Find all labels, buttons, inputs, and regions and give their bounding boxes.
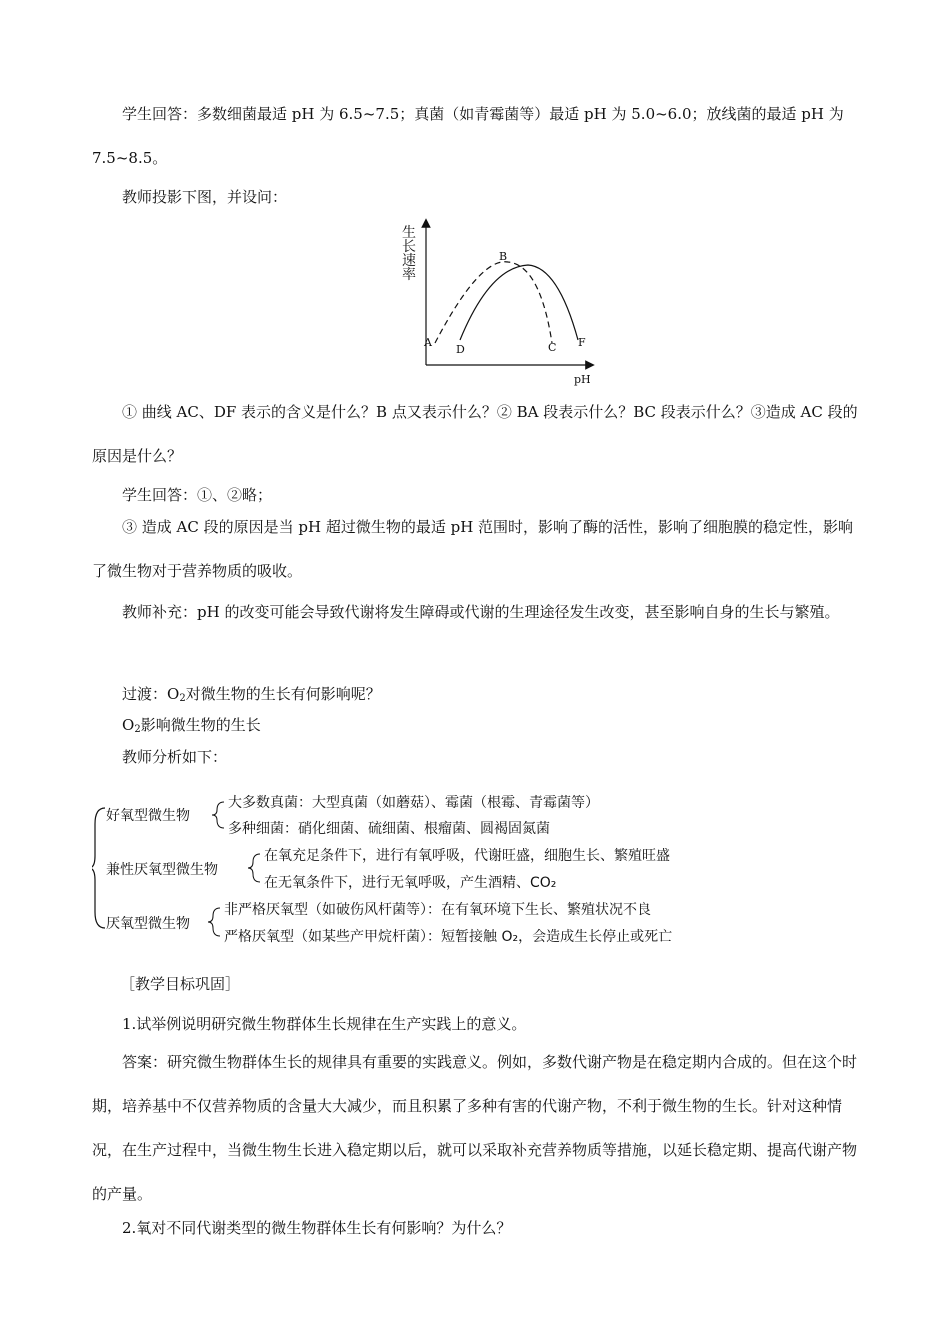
x-axis-label: pH [574,373,591,386]
aerobic-item-2: 多种细菌：硝化细菌、硫细菌、根瘤菌、圆褐固氮菌 [228,821,550,837]
section-heading-o2: $O_2$影响微生物的生长 [122,716,261,735]
brace-facultative [248,854,260,882]
point-b-label: B [499,250,508,263]
paragraph-student-answer-2: 学生回答：①、②略； [122,486,273,504]
y-axis-label: 生 长 速 率 [402,225,416,283]
facultative-item-1: 在氧充足条件下，进行有氧呼吸，代谢旺盛，细胞生长、繁殖旺盛 [264,848,670,864]
paragraph-questions: ① 曲线 AC、DF 表示的含义是什么？B 点又表示什么？② BA 段表示什么？BC 段表示什么？③造成 AC 段的原因是什么？ [92,403,858,465]
group-label-aerobic: 好氧型微生物 [106,808,190,824]
anaerobic-item-2: 严格厌氧型（如某些产甲烷杆菌）：短暂接触 O₂，会造成生长停止或死亡 [224,929,673,945]
paragraph-teacher-analysis: 教师分析如下： [122,748,228,766]
brace-anaerobic [208,908,220,936]
point-a-label: A [424,336,432,349]
paragraph-transition: 过渡：$O_2$对微生物的生长有何影响呢？ [122,685,381,704]
question-2: 2.氧对不同代谢类型的微生物群体生长有何影响？为什么？ [122,1219,512,1237]
anaerobic-item-1: 非严格厌氧型（如破伤风杆菌等）：在有氧环境下生长、繁殖状况不良 [224,902,651,918]
paragraph-ac-reason: ③ 造成 AC 段的原因是当 pH 超过微生物的最适 pH 范围时，影响了酶的活性，影响了细胞膜的稳定性，影响了微生物对于营养物质的吸收。 [92,518,854,580]
point-c-label: C [548,341,557,354]
point-d-label: D [456,343,465,356]
group-label-facultative: 兼性厌氧型微生物 [106,862,218,878]
point-f-label: F [578,336,586,349]
facultative-item-2: 在无氧条件下，进行无氧呼吸，产生酒精、CO₂ [264,875,557,891]
curve-ac-dashed [435,262,552,343]
aerobic-item-1: 大多数真菌：大型真菌（如蘑菇）、霉菌（根霉、青霉菌等） [228,795,599,811]
paragraph-teacher-supplement: 教师补充：pH 的改变可能会导致代谢将发生障碍或代谢的生理途径发生改变，甚至影响自身的生长与繁殖。 [122,603,840,621]
ph-growth-rate-graph [380,215,610,390]
answer-1: 答案：研究微生物群体生长的规律具有重要的实践意义。例如，多数代谢产物是在稳定期内合成的。但在这个时期，培养基中不仅营养物质的含量大大减少，而且积累了多种有害的代谢产物，不利于微生物的生长。针对这种情况，在生产过程中，当微生物生长进入稳定期以后，就可以采取补充营养物质等措施，以延长稳定期、提高代谢产物的产量。 [92,1053,858,1203]
curve-df-solid [460,265,578,340]
oxygen-classification-diagram [92,788,812,953]
section-heading-goals: ［教学目标巩固］ [120,975,241,993]
paragraph-student-answer-ph: 学生回答：多数细菌最适 pH 为 6.5~7.5；真菌（如青霉菌等）最适 pH 为 5.0~6.0；放线菌的最适 pH 为 7.5~8.5。 [92,105,844,167]
outer-brace [92,808,105,928]
paragraph-teacher-projection: 教师投影下图，并设问： [122,188,288,206]
brace-aerobic [212,802,224,828]
question-1: 1.试举例说明研究微生物群体生长规律在生产实践上的意义。 [122,1015,527,1033]
group-label-anaerobic: 厌氧型微生物 [106,916,190,932]
